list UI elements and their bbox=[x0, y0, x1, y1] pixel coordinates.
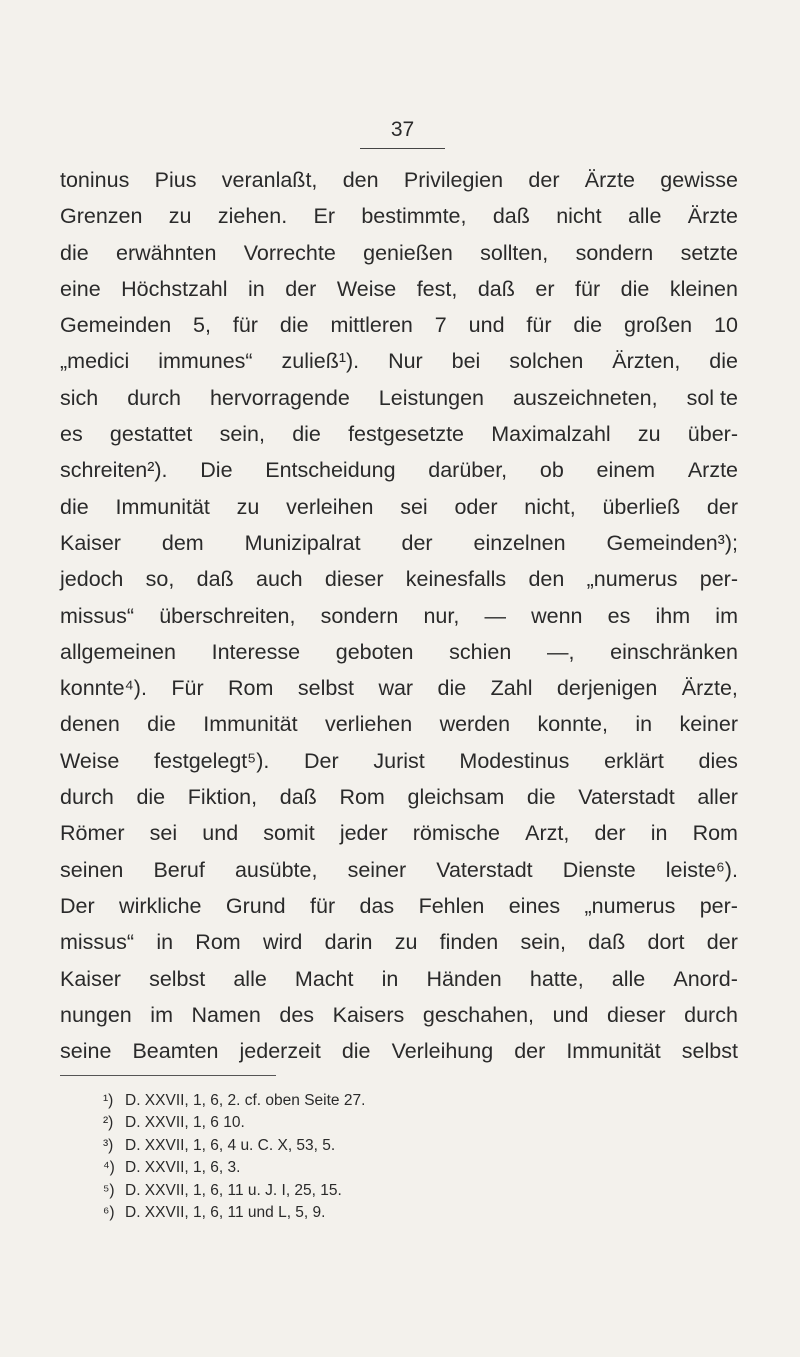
word: Immunität bbox=[115, 494, 210, 519]
text-line bbox=[60, 495, 738, 531]
word: 7 bbox=[434, 313, 447, 338]
word: erwähnten bbox=[116, 240, 217, 265]
word: Höchstzahl bbox=[121, 276, 228, 301]
word: die bbox=[620, 276, 650, 301]
word: Namen bbox=[191, 1002, 261, 1027]
word: aller bbox=[697, 785, 738, 810]
word: per- bbox=[699, 567, 738, 592]
text-line bbox=[60, 349, 738, 385]
word: Rom bbox=[195, 930, 241, 955]
word: alle bbox=[233, 966, 267, 991]
word: immunes“ bbox=[158, 349, 253, 374]
word: sei bbox=[149, 821, 178, 846]
word: konnte, bbox=[537, 712, 608, 737]
word: so, bbox=[145, 567, 175, 592]
text-line bbox=[60, 458, 738, 494]
text-line bbox=[60, 930, 738, 966]
word: der bbox=[401, 530, 433, 555]
word: leiste⁶). bbox=[665, 857, 738, 882]
text-line bbox=[60, 531, 738, 567]
word: Pius bbox=[154, 168, 197, 192]
word: einem bbox=[596, 458, 656, 483]
word: Immunität bbox=[566, 1039, 661, 1064]
word: durch bbox=[127, 385, 181, 410]
word: 5, bbox=[193, 313, 211, 338]
word: Arzt, bbox=[525, 821, 570, 846]
word: Der bbox=[304, 748, 339, 773]
word: festgesetzte bbox=[348, 422, 465, 447]
word: selbst bbox=[149, 966, 206, 991]
word: die bbox=[437, 676, 467, 701]
word: das bbox=[359, 893, 395, 918]
word: Kaiser bbox=[60, 530, 121, 555]
word: die bbox=[341, 1039, 371, 1064]
word: in bbox=[381, 966, 399, 991]
word: durch bbox=[60, 785, 114, 810]
word: nur, bbox=[423, 603, 460, 628]
word: hervorragende bbox=[209, 385, 350, 410]
word: —, bbox=[546, 639, 575, 664]
word: Weise bbox=[60, 748, 120, 773]
word: überschreiten, bbox=[159, 603, 296, 628]
text-line bbox=[60, 785, 738, 821]
footnote-text: D. XXVII, 1, 6, 11 u. J. I, 25, 15. bbox=[125, 1181, 342, 1199]
word: keiner bbox=[679, 712, 738, 737]
word: Römer bbox=[60, 821, 125, 846]
footnote-text: D. XXVII, 1, 6, 3. bbox=[125, 1159, 241, 1177]
word: konnte⁴). bbox=[60, 676, 147, 701]
word: Fiktion, bbox=[187, 785, 258, 810]
text-line bbox=[60, 712, 738, 748]
word: ausübte, bbox=[234, 857, 318, 882]
word: die bbox=[573, 313, 603, 338]
word: somit bbox=[263, 821, 315, 846]
word: er bbox=[535, 276, 555, 301]
word: Vorrechte bbox=[243, 240, 336, 265]
word: Leistungen bbox=[378, 385, 484, 410]
word: Grund bbox=[225, 893, 286, 918]
footnote-mark: ³) bbox=[103, 1136, 114, 1154]
word: Die bbox=[200, 458, 233, 483]
word: Munizipalrat bbox=[244, 530, 361, 555]
word: daß bbox=[588, 930, 626, 955]
word: durch bbox=[684, 1002, 738, 1027]
footnote bbox=[103, 1180, 623, 1202]
word: die bbox=[709, 349, 738, 374]
word: und bbox=[202, 821, 239, 846]
word: Verleihung bbox=[391, 1039, 494, 1064]
word: ziehen. bbox=[217, 204, 288, 229]
word: zu bbox=[637, 422, 661, 447]
word: selbst bbox=[297, 676, 355, 701]
word: fest, bbox=[416, 276, 458, 301]
footnote-mark: ⁴) bbox=[103, 1159, 115, 1177]
word: geschahen, bbox=[422, 1002, 535, 1027]
text-line bbox=[60, 640, 738, 676]
word: „numerus bbox=[586, 567, 678, 592]
text-line bbox=[60, 821, 738, 857]
word: den bbox=[342, 168, 379, 192]
word: Ärzten, bbox=[612, 349, 681, 374]
word: für bbox=[526, 313, 552, 338]
word: daß bbox=[492, 204, 530, 229]
word: der bbox=[706, 494, 738, 519]
word: im bbox=[150, 1002, 173, 1027]
word: Kaisers bbox=[332, 1002, 405, 1027]
word: Zahl bbox=[490, 676, 533, 701]
word: war bbox=[378, 676, 414, 701]
word: eines bbox=[508, 893, 561, 918]
word: keinesfalls bbox=[405, 567, 507, 592]
word: daß bbox=[477, 276, 515, 301]
word: die bbox=[279, 313, 309, 338]
word: Für bbox=[171, 676, 204, 701]
word: Macht bbox=[294, 966, 354, 991]
word: Privilegien bbox=[403, 168, 504, 192]
word: Händen bbox=[426, 966, 502, 991]
word: die bbox=[526, 785, 556, 810]
word: darin bbox=[324, 930, 373, 955]
word: alle bbox=[627, 204, 662, 229]
word: der bbox=[594, 821, 626, 846]
word: allgemeinen bbox=[60, 639, 176, 664]
word: sein, bbox=[219, 422, 265, 447]
word: eine bbox=[60, 276, 101, 301]
text-line bbox=[60, 676, 738, 712]
word: es bbox=[60, 422, 83, 447]
footnote bbox=[103, 1112, 623, 1134]
word: denen bbox=[60, 712, 120, 737]
word: die bbox=[147, 712, 176, 737]
footnote-text: D. XXVII, 1, 6, 2. cf. oben Seite 27. bbox=[125, 1092, 366, 1109]
word: sol te bbox=[686, 385, 738, 410]
word: wird bbox=[262, 930, 303, 955]
word: in bbox=[635, 712, 653, 737]
footnote-mark: ⁶) bbox=[103, 1203, 115, 1221]
word: zuließ¹). bbox=[281, 349, 360, 374]
footnote-mark: ⁵) bbox=[103, 1181, 115, 1199]
word: Anord- bbox=[673, 966, 738, 991]
word: missus“ bbox=[60, 603, 135, 628]
word: „numerus bbox=[584, 893, 676, 918]
footnote-text: D. XXVII, 1, 6 10. bbox=[125, 1114, 245, 1132]
word: für bbox=[575, 276, 601, 301]
word: sondern bbox=[320, 603, 399, 628]
word: kleinen bbox=[669, 276, 738, 301]
word: sein, bbox=[520, 930, 566, 955]
word: hatte, bbox=[529, 966, 584, 991]
text-line bbox=[60, 422, 738, 458]
word: jederzeit bbox=[239, 1039, 321, 1064]
word: geboten bbox=[335, 639, 414, 664]
text-line bbox=[60, 1039, 738, 1075]
word: daß bbox=[279, 785, 317, 810]
word: 10 bbox=[714, 313, 738, 338]
word: sei bbox=[400, 494, 428, 519]
word: Fehlen bbox=[418, 893, 485, 918]
word: Rom bbox=[692, 821, 738, 846]
word: Ärzte bbox=[584, 168, 635, 192]
word: einschränken bbox=[610, 639, 738, 664]
footnote-text: D. XXVII, 1, 6, 11 und L, 5, 9. bbox=[125, 1203, 326, 1221]
word: in bbox=[650, 821, 668, 846]
word: die bbox=[60, 240, 89, 265]
word: wenn bbox=[531, 603, 583, 628]
word: Vaterstadt bbox=[578, 785, 675, 810]
word: finden bbox=[439, 930, 499, 955]
word: mittleren bbox=[330, 313, 413, 338]
word: für bbox=[232, 313, 258, 338]
word: verliehen bbox=[324, 712, 413, 737]
text-line bbox=[60, 241, 738, 277]
word: verleihen bbox=[286, 494, 374, 519]
footnote-mark: ¹) bbox=[103, 1092, 114, 1109]
word: in bbox=[248, 276, 265, 301]
word: missus“ bbox=[60, 930, 135, 955]
word: Rom bbox=[228, 676, 274, 701]
word: nicht bbox=[556, 204, 602, 229]
text-line bbox=[60, 1003, 738, 1039]
word: erklärt bbox=[604, 748, 664, 773]
word: derjenigen bbox=[556, 676, 658, 701]
text-line bbox=[60, 567, 738, 603]
word: bestimmte, bbox=[361, 204, 467, 229]
word: solchen bbox=[509, 349, 584, 374]
word: ob bbox=[539, 458, 564, 483]
word: einzelnen bbox=[473, 530, 566, 555]
word: jeder bbox=[339, 821, 388, 846]
word: im bbox=[715, 603, 738, 628]
word: Gemeinden³); bbox=[606, 530, 738, 555]
word: die bbox=[60, 494, 89, 519]
text-line bbox=[60, 168, 738, 204]
word: Dienste bbox=[562, 857, 636, 882]
footnote bbox=[103, 1090, 623, 1112]
word: Interesse bbox=[211, 639, 301, 664]
word: „medici bbox=[60, 349, 130, 374]
word: bei bbox=[451, 349, 481, 374]
word: Vaterstadt bbox=[436, 857, 533, 882]
word: Modestinus bbox=[459, 748, 570, 773]
word: auszeichneten, bbox=[512, 385, 658, 410]
word: römische bbox=[412, 821, 500, 846]
word: über- bbox=[687, 422, 738, 447]
word: schien bbox=[449, 639, 512, 664]
word: nungen bbox=[60, 1002, 132, 1027]
footnote bbox=[103, 1157, 623, 1179]
word: setzte bbox=[680, 240, 738, 265]
word: Kaiser bbox=[60, 966, 121, 991]
word: Immunität bbox=[203, 712, 298, 737]
footnote bbox=[103, 1202, 623, 1224]
word: und bbox=[468, 313, 505, 338]
word: es bbox=[607, 603, 631, 628]
word: Rom bbox=[339, 785, 385, 810]
footnote bbox=[103, 1135, 623, 1157]
word: die bbox=[136, 785, 166, 810]
word: Gemeinden bbox=[60, 313, 172, 338]
word: schreiten²). bbox=[60, 458, 168, 483]
word: dies bbox=[698, 748, 738, 773]
word: für bbox=[310, 893, 336, 918]
word: Beruf bbox=[153, 857, 205, 882]
word: Maximalzahl bbox=[491, 422, 611, 447]
word: gestattet bbox=[109, 422, 193, 447]
word: Arzte bbox=[687, 458, 738, 483]
word: der bbox=[528, 168, 560, 192]
word: ihm bbox=[655, 603, 691, 628]
footnote-text: D. XXVII, 1, 6, 4 u. C. X, 53, 5. bbox=[125, 1136, 336, 1154]
word: der bbox=[706, 930, 738, 955]
word: zu bbox=[236, 494, 260, 519]
word: Beamten bbox=[132, 1039, 219, 1064]
word: Entscheidung bbox=[265, 458, 396, 483]
word: seinen bbox=[60, 857, 124, 882]
word: sich bbox=[60, 385, 99, 410]
word: sondern bbox=[575, 240, 654, 265]
text-line bbox=[60, 277, 738, 313]
word: alle bbox=[611, 966, 646, 991]
word: auch bbox=[256, 567, 303, 592]
word: Weise bbox=[336, 276, 397, 301]
word: jedoch bbox=[60, 567, 124, 592]
text-line bbox=[60, 749, 738, 785]
word: in bbox=[156, 930, 174, 955]
word: dem bbox=[161, 530, 204, 555]
word: den bbox=[528, 567, 565, 592]
word: überließ bbox=[602, 494, 681, 519]
word: gewisse bbox=[660, 168, 738, 192]
text-line bbox=[60, 604, 738, 640]
text-line bbox=[60, 386, 738, 422]
footnote-divider bbox=[60, 1075, 276, 1076]
word: Grenzen bbox=[60, 204, 143, 229]
word: die bbox=[292, 422, 321, 447]
word: werden bbox=[439, 712, 511, 737]
word: dieser bbox=[324, 567, 384, 592]
word: Nur bbox=[388, 349, 423, 374]
word: gleichsam bbox=[407, 785, 505, 810]
word: Ärzte bbox=[687, 204, 738, 229]
word: Er bbox=[313, 204, 336, 229]
word: zu bbox=[394, 930, 418, 955]
text-line bbox=[60, 204, 738, 240]
word: selbst bbox=[681, 1039, 738, 1064]
word: Ärzte, bbox=[681, 676, 738, 701]
word: zu bbox=[168, 204, 192, 229]
word: und bbox=[552, 1002, 589, 1027]
text-line bbox=[60, 858, 738, 894]
text-line bbox=[60, 313, 738, 349]
page-number: 37 bbox=[360, 118, 445, 149]
word: dort bbox=[647, 930, 685, 955]
word: oder bbox=[454, 494, 498, 519]
word: per- bbox=[699, 893, 738, 918]
word: nicht, bbox=[524, 494, 576, 519]
word: der bbox=[514, 1039, 546, 1064]
body-text bbox=[60, 168, 738, 1075]
word: dieser bbox=[607, 1002, 666, 1027]
word: — bbox=[484, 603, 506, 628]
word: großen bbox=[624, 313, 693, 338]
word: daß bbox=[196, 567, 234, 592]
word: genießen bbox=[363, 240, 453, 265]
word: darüber, bbox=[428, 458, 508, 483]
text-line bbox=[60, 967, 738, 1003]
footnotes bbox=[103, 1090, 623, 1224]
word: seine bbox=[60, 1039, 112, 1064]
word: festgelegt⁵). bbox=[154, 748, 270, 773]
word: wirkliche bbox=[119, 893, 202, 918]
word: sollten, bbox=[480, 240, 549, 265]
word: Jurist bbox=[373, 748, 425, 773]
word: der bbox=[285, 276, 317, 301]
word: toninus bbox=[60, 168, 130, 192]
footnote-mark: ²) bbox=[103, 1114, 114, 1132]
word: seiner bbox=[347, 857, 407, 882]
text-line bbox=[60, 894, 738, 930]
word: veranlaßt, bbox=[221, 168, 318, 192]
word: Der bbox=[60, 893, 95, 918]
word: des bbox=[279, 1002, 315, 1027]
